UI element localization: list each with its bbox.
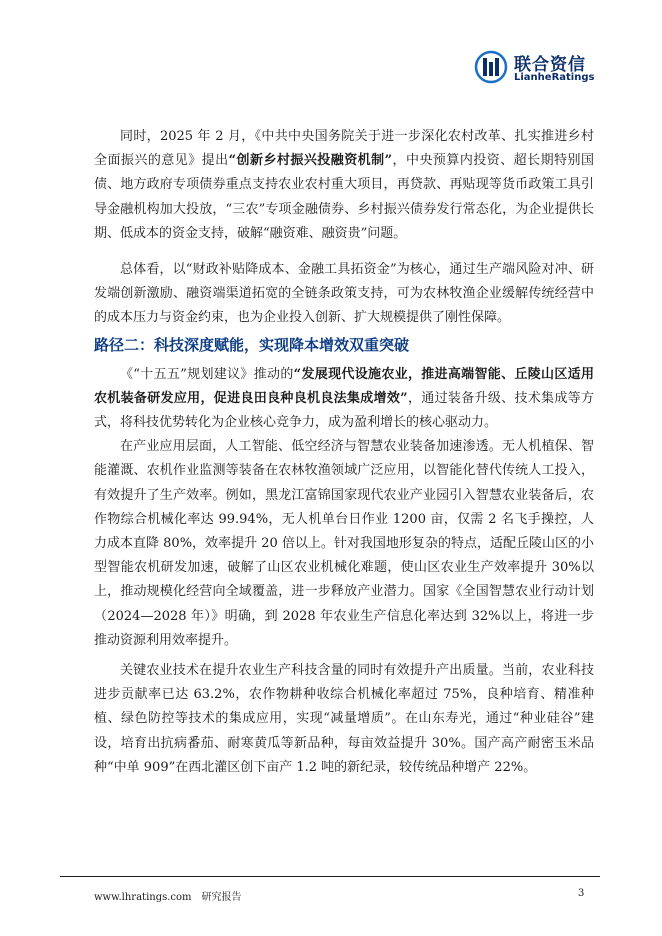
- emphasis-text: “发展现代设施农业，推进高端智能、丘陵山区适用农机装备研发应用，促进良田良种良机良法集成增效”: [94, 366, 594, 406]
- text-run: 同时，2025 年 2 月，《中共中央国务院关于进一步深化农村改革、扎实推进乡村全面振兴的意见》提出: [94, 129, 594, 169]
- paragraph-summary: [94, 258, 594, 331]
- text-run: 关键农业技术在提升农业生产科技含量的同时有效提升产出质量。当前，农业科技进步贡献率已达 63.2%，农作物耕种收综合机械化率超过 75%，良种培育、精准种植、绿色防控等技术的集成应用，实现“减量增质”。在山东寿光，通过“种业硅谷”建设，培育出抗病番茄、耐寒黄瓜等新品种，每亩效益提升 30%。国产高产耐密玉米品种“中单 909”在西北灌区创下亩产 1.2 吨的新纪录，较传统品种增产 22%。: [94, 663, 594, 775]
- company-logo: [474, 48, 604, 88]
- lianhe-logo-icon: [474, 50, 508, 84]
- text-run: ，通过装备升级、技术集成等方式，将科技优势转化为企业核心竞争力，成为盈利增长的核心驱动力。: [94, 390, 594, 431]
- document-body: [94, 125, 594, 780]
- paragraph-financing-policy: [94, 125, 594, 246]
- text-run: 《“十五五”规划建议》推动的: [120, 366, 294, 382]
- text-run: 在产业应用层面，人工智能、低空经济与智慧农业装备加速渗透。无人机植保、智能灌溉、农机作业监测等装备在农林牧渔领域广泛应用，以智能化替代传统人工投入，有效提升了生产效率。例如，黑龙江富锦国家现代农业产业园引入智慧农业装备后，农作物综合机械化率达 99.94%，无人机单台日作业 1200 亩，仅需 2 名飞手操控，人力成本直降 80%，效率提升 20 倍以上。针对我国地形复杂的特点，适配丘陵山区的小型智能农机研发加速，破解了山区农业机械化难题，使山区农业生产效率提升 30%以上，推动规模化经营向全域覆盖，进一步释放产业潜力。国家《全国智慧农业行动计划（2024—2028 年）》明确，到 2028 年农业生产信息化率达到 32%以上，将进一步推动资源利用效率提升。: [94, 439, 594, 648]
- paragraph-industry-application: [94, 435, 594, 653]
- emphasis-text: “创新乡村振兴投融资机制”: [228, 153, 393, 169]
- page-number: 3: [578, 888, 585, 899]
- text-run: ，中央预算内投资、超长期特别国债、地方政府专项债券重点支持农业农村重大项目，再贷款、再贴现等货币政策工具引导金融机构加大投放，“三农”专项金融债券、乡村振兴债券发行常态化，为企业提供长期、低成本的资金支持，破解“融资难、融资贵”问题。: [94, 153, 594, 241]
- section-heading: 路径二：科技深度赋能，实现降本增效双重突破: [94, 335, 410, 354]
- logo-english-name: LianheRatings: [514, 72, 595, 83]
- footer-website: www.lhratings.com: [94, 892, 192, 903]
- paragraph-key-technology: [94, 659, 594, 780]
- text-run: 总体看，以“财政补贴降成本、金融工具拓资金”为核心，通过生产端风险对冲、研发端创新激励、融资端渠道拓宽的全链条政策支持，可为农林牧渔企业缓解传统经营中的成本压力与资金约束，也为企业投入创新、扩大规模提供了刚性保障。: [94, 262, 594, 326]
- footer-report-type: 研究报告: [201, 892, 242, 903]
- logo-chinese-name: 联合资信: [514, 55, 586, 75]
- paragraph-plan-suggestion: [94, 363, 594, 436]
- footer-divider: [60, 876, 600, 877]
- footer-info: [94, 888, 242, 903]
